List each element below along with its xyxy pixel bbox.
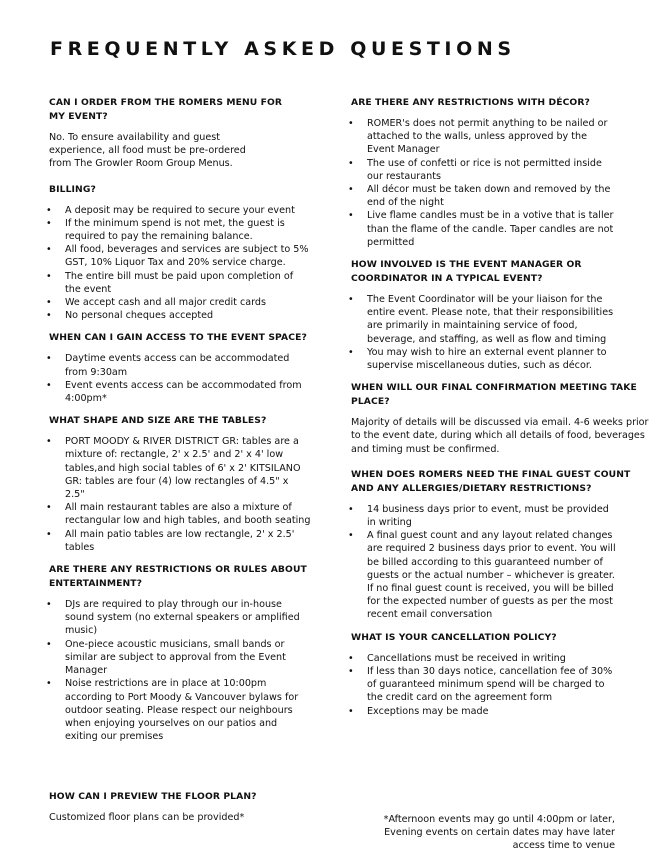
list-item: • DJs are required to play through our in-house sound system (no external speakers or amplified music)	[46, 599, 300, 637]
bullet-icon: •	[46, 502, 52, 514]
faq-bullet-list	[46, 598, 311, 743]
faq-question: WHEN CAN I GAIN ACCESS TO THE EVENT SPACE?	[49, 332, 307, 344]
bullet-icon: •	[348, 665, 354, 677]
faq-bullet-list	[348, 117, 616, 249]
right-column	[348, 96, 649, 727]
list-item: • All main restaurant tables are also a mixture of rectangular low and high tables, and booth seating	[46, 502, 311, 527]
list-item: • Cancellations must be received in writing	[348, 652, 566, 664]
bullet-icon: •	[46, 599, 52, 611]
faq-item-guest-count	[348, 468, 649, 622]
bullet-icon: •	[46, 379, 52, 391]
list-item: • Daytime events access can be accommodated from 9:30am	[46, 353, 290, 378]
faq-question: HOW INVOLVED IS THE EVENT MANAGER OR COORDINATOR IN A TYPICAL EVENT?	[351, 259, 582, 285]
list-item: • Exceptions may be made	[348, 705, 489, 717]
faq-item-event-manager	[348, 258, 649, 372]
left-column	[46, 96, 311, 752]
faq-item-billing	[46, 183, 311, 323]
list-item: • If the minimum spend is not met, the guest is required to pay the remaining balance.	[46, 217, 285, 243]
bullet-icon: •	[46, 353, 52, 365]
faq-bullet-list	[348, 652, 616, 718]
list-item: • 14 business days prior to event, must be provided in writing	[348, 503, 609, 529]
bullet-icon: •	[46, 270, 52, 282]
list-item: • PORT MOODY & RIVER DISTRICT GR: tables are a mixture of: rectangle, 2' x 2.5' and 2' x 4' low tables,and high social tables of 6' x 2' KITSILANO GR: tables are four (4) low rectangles of 4.5" x 2.5"	[46, 436, 301, 501]
bullet-icon: •	[46, 638, 52, 650]
faq-answer: No. To ensure availability and guest experience, all food must be pre-ordered from The Growler Room Group Menus.	[49, 132, 246, 170]
bullet-icon: •	[46, 310, 52, 322]
faq-item-romers-menu	[49, 96, 311, 171]
list-item: • You may wish to hire an external event planner to supervise miscellaneous duties, such as décor.	[348, 346, 607, 372]
bullet-icon: •	[348, 184, 354, 196]
list-item: • All main patio tables are low rectangle, 2' x 2.5' tables	[46, 528, 295, 553]
faq-bullet-list	[348, 503, 616, 622]
faq-question: BILLING?	[49, 183, 96, 195]
faq-question-floor-plan: HOW CAN I PREVIEW THE FLOOR PLAN?	[49, 791, 257, 802]
faq-answer-floor-plan: Customized floor plans can be provided*	[49, 812, 245, 823]
list-item: • The Event Coordinator will be your liaison for the entire event. Please note, that their responsibilities are primarily in maintaining service of food, beverage, and staffing, as well as flow and timing	[348, 294, 614, 345]
list-item: • Live flame candles must be in a votive that is taller than the flame of the candle. Taper candles are not permitted	[348, 210, 614, 248]
bullet-icon: •	[46, 297, 52, 309]
bullet-icon: •	[46, 678, 52, 690]
bullet-icon: •	[348, 210, 354, 222]
bullet-icon: •	[348, 346, 354, 358]
list-item: • No personal cheques accepted	[46, 310, 214, 322]
faq-bullet-list	[348, 293, 616, 372]
faq-item-entertainment	[46, 563, 311, 743]
list-item: • A deposit may be required to secure your event	[46, 204, 295, 216]
bullet-icon: •	[348, 294, 354, 306]
faq-item-cancellation	[348, 631, 649, 718]
list-item: • The entire bill must be paid upon completion of the event	[46, 270, 294, 295]
bullet-icon: •	[46, 217, 52, 229]
faq-question: WHEN DOES ROMERS NEED THE FINAL GUEST COUNT AND ANY ALLERGIES/DIETARY RESTRICTIONS?	[351, 468, 631, 494]
list-item: • All décor must be taken down and removed by the end of the night	[348, 184, 611, 209]
faq-question: WHEN WILL OUR FINAL CONFIRMATION MEETING TAKE PLACE?	[351, 382, 637, 408]
page-title: FREQUENTLY ASKED QUESTIONS	[50, 38, 516, 60]
list-item: • Event events access can be accommodated from 4:00pm*	[46, 379, 302, 405]
bullet-icon: •	[348, 652, 354, 664]
bullet-icon: •	[348, 118, 354, 129]
faq-item-tables	[46, 414, 311, 554]
faq-item-confirmation-meeting	[351, 381, 649, 456]
faq-question: ARE THERE ANY RESTRICTIONS OR RULES ABOUT ENTERTAINMENT?	[49, 564, 307, 590]
list-item: • ROMER's does not permit anything to be nailed or attached to the walls, unless approved by the Event Manager	[348, 118, 608, 156]
faq-item-access	[46, 331, 311, 405]
list-item: • One-piece acoustic musicians, small bands or similar are subject to approval from the Event Manager	[46, 638, 286, 677]
list-item: • All food, beverages and services are subject to 5% GST, 10% Liquor Tax and 20% service charge.	[46, 244, 309, 269]
bullet-icon: •	[348, 530, 354, 542]
bullet-icon: •	[348, 705, 354, 717]
list-item: • Noise restrictions are in place at 10:00pm according to Port Moody & Vancouver bylaws for outdoor seating. Please respect our neighbours when enjoying yourselves on our patios and exiting our premises	[46, 678, 299, 743]
list-item: • We accept cash and all major credit cards	[46, 297, 266, 309]
bullet-icon: •	[348, 157, 354, 169]
bullet-icon: •	[348, 503, 354, 515]
faq-question: CAN I ORDER FROM THE ROMERS MENU FOR MY EVENT?	[49, 97, 283, 122]
list-item: • The use of confetti or rice is not permitted inside our restaurants	[348, 157, 602, 182]
faq-question: WHAT SHAPE AND SIZE ARE THE TABLES?	[49, 415, 267, 427]
faq-question: ARE THERE ANY RESTRICTIONS WITH DÉCOR?	[351, 97, 590, 108]
faq-answer: Majority of details will be discussed via email. 4-6 weeks prior to the event date, during which all details of food, beverages and timing must be confirmed.	[351, 417, 649, 455]
faq-bullet-list	[46, 352, 311, 405]
list-item: • A final guest count and any layout related changes are required 2 business days prior to event. You will be billed according to this guaranteed number of guests or the actual number – whichever is greater. If no final guest count is received, you will be billed for the expected number of guests as per the most recent email conversation	[348, 530, 616, 621]
bullet-icon: •	[46, 204, 52, 216]
footnote: *Afternoon events may go until 4:00pm or later, Evening events on certain dates may have later access time to venue	[383, 814, 615, 852]
bullet-icon: •	[46, 244, 52, 256]
faq-item-decor	[348, 96, 649, 249]
bullet-icon: •	[46, 436, 52, 448]
faq-bullet-list	[46, 204, 311, 323]
bullet-icon: •	[46, 528, 52, 540]
faq-bullet-list	[46, 435, 311, 554]
faq-question: WHAT IS YOUR CANCELLATION POLICY?	[351, 631, 557, 643]
list-item: • If less than 30 days notice, cancellation fee of 30% of guaranteed minimum spend will be charged to the credit card on the agreement form	[348, 665, 613, 704]
